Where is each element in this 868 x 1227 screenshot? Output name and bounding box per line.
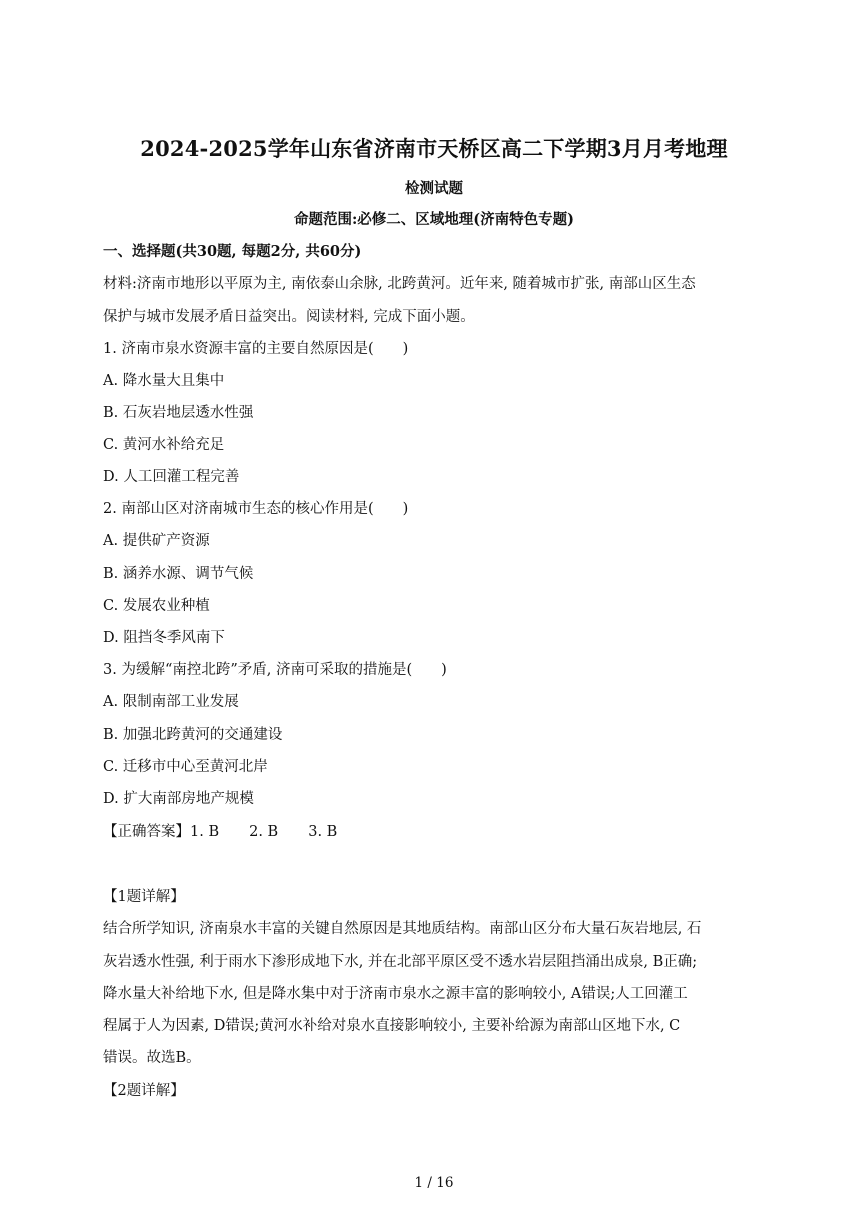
detail-1-line-1: 结合所学知识, 济南泉水丰富的关键自然原因是其地质结构。南部山区分布大量石灰岩地层, 石 [103, 921, 702, 937]
question-3-option-b: B. 加强北跨黄河的交通建设 [103, 727, 283, 743]
question-3-option-d: D. 扩大南部房地产规模 [103, 791, 254, 807]
detail-1-line-2: 灰岩透水性强, 利于雨水下渗形成地下水, 并在北部平原区受不透水岩层阻挡涌出成泉, B正确; [103, 954, 698, 970]
question-2-option-d: D. 阻挡冬季风南下 [103, 630, 225, 646]
question-1-option-c: C. 黄河水补给充足 [103, 437, 225, 453]
material-line-1: 材料:济南市地形以平原为主, 南依泰山余脉, 北跨黄河。近年来, 随着城市扩张, 南部山区生态 [103, 276, 696, 292]
question-1-option-a: A. 降水量大且集中 [103, 373, 225, 389]
answer-key-label: 【正确答案】 [103, 824, 190, 840]
question-1-option-b: B. 石灰岩地层透水性强 [103, 405, 254, 421]
detail-1-line-3: 降水量大补给地下水, 但是降水集中对于济南市泉水之源丰富的影响较小, A错误;人工回灌工 [103, 986, 688, 1002]
document-subtitle: 检测试题 [405, 180, 463, 197]
question-2-option-a: A. 提供矿产资源 [103, 533, 210, 549]
exam-scope: 命题范围:必修二、区域地理(济南特色专题) [293, 211, 575, 228]
question-2-option-b: B. 涵养水源、调节气候 [103, 566, 254, 582]
page-number: 1 / 16 [414, 1175, 454, 1191]
question-3-option-a: A. 限制南部工业发展 [103, 694, 239, 710]
document-title: 2024-2025学年山东省济南市天桥区高二下学期3月月考地理 [140, 136, 728, 161]
answer-item-1: 1. B [190, 824, 220, 840]
detail-2-heading: 【2题详解】 [103, 1083, 185, 1099]
question-3-stem: 3. 为缓解“南控北跨”矛盾, 济南可采取的措施是( ) [103, 662, 447, 678]
section-heading: 一、选择题(共30题, 每题2分, 共60分) [103, 243, 362, 260]
question-3-option-c: C. 迁移市中心至黄河北岸 [103, 759, 268, 775]
question-2-option-c: C. 发展农业种植 [103, 598, 210, 614]
question-1-option-d: D. 人工回灌工程完善 [103, 469, 240, 485]
answer-key [103, 820, 768, 841]
detail-1-heading: 【1题详解】 [103, 889, 185, 905]
answer-item-2: 2. B [249, 824, 279, 840]
question-1-stem: 1. 济南市泉水资源丰富的主要自然原因是( ) [103, 341, 409, 357]
detail-1-line-5: 错误。故选B。 [103, 1050, 201, 1066]
question-2-stem: 2. 南部山区对济南城市生态的核心作用是( ) [103, 501, 409, 517]
material-line-2: 保护与城市发展矛盾日益突出。阅读材料, 完成下面小题。 [103, 309, 475, 325]
answer-item-3: 3. B [308, 824, 338, 840]
detail-1-line-4: 程属于人为因素, D错误;黄河水补给对泉水直接影响较小, 主要补给源为南部山区地下水, C [103, 1018, 681, 1034]
